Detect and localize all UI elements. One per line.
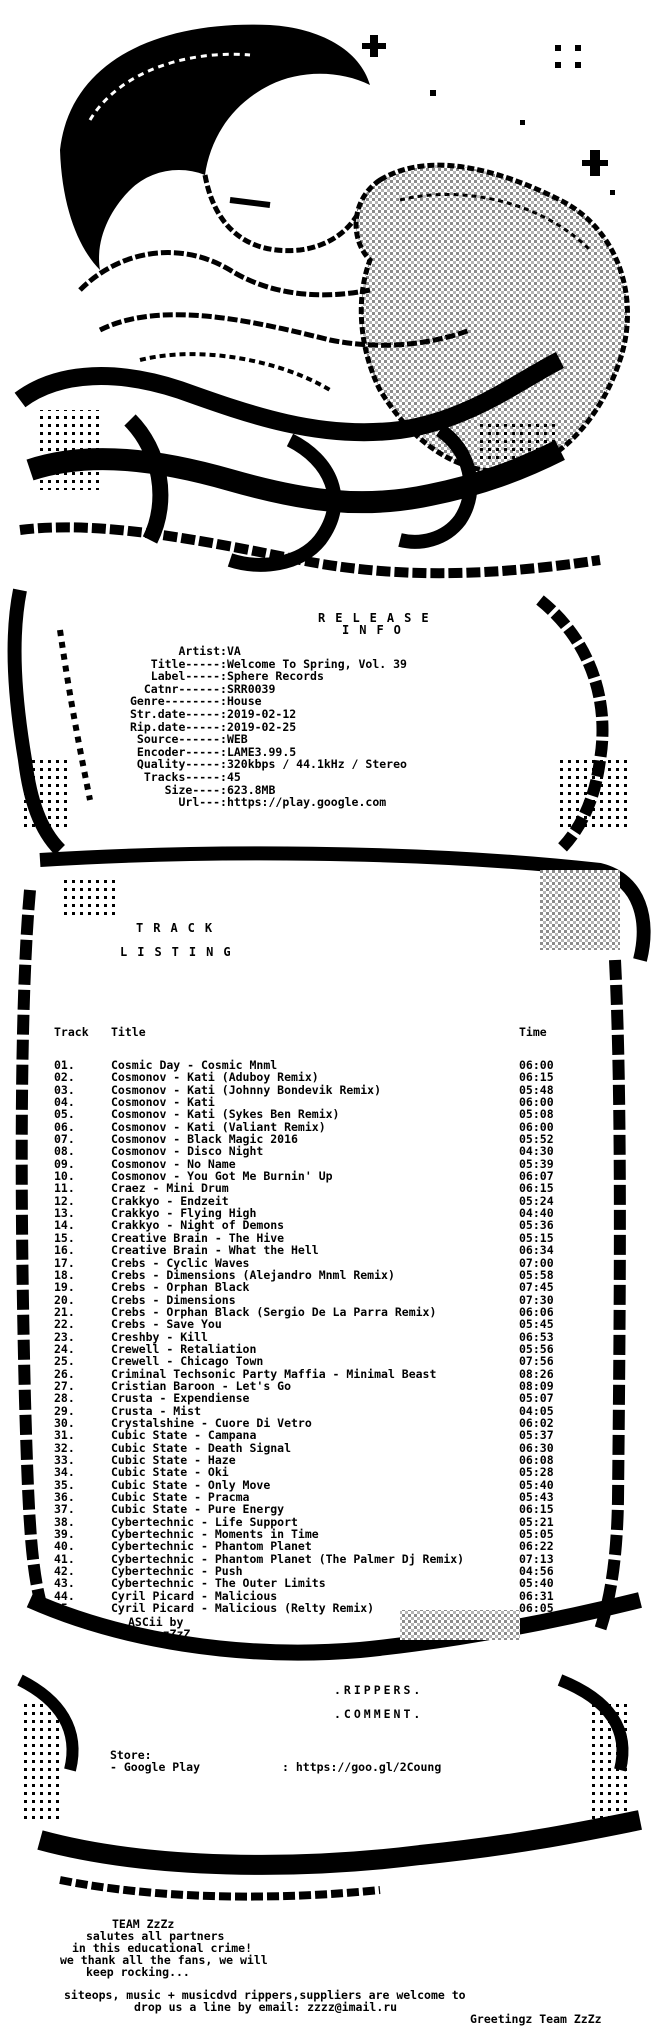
store-link[interactable]: : https://goo.gl/2Coung bbox=[282, 1760, 442, 1774]
track-number: 02. bbox=[54, 1070, 75, 1085]
track-title: Crebs - Orphan Black bbox=[111, 1280, 250, 1295]
release-info-value: 2019-02-12 bbox=[226, 706, 297, 721]
track-title: Cosmonov - Kati (Aduboy Remix) bbox=[111, 1070, 319, 1085]
track-time: 04:40 bbox=[519, 1206, 554, 1221]
release-info-value: 2019-02-25 bbox=[226, 719, 297, 734]
release-info-label: Encoder-----: bbox=[136, 744, 227, 759]
track-number: 07. bbox=[54, 1132, 75, 1147]
track-row bbox=[54, 1540, 569, 1552]
track-time: 06:05 bbox=[519, 1601, 554, 1616]
track-row bbox=[54, 1466, 569, 1478]
track-time: 04:05 bbox=[519, 1403, 554, 1418]
track-time: 05:05 bbox=[519, 1527, 554, 1542]
track-number: 16. bbox=[54, 1243, 75, 1258]
release-info-label: Rip.date-----: bbox=[130, 719, 227, 734]
ascii-by-line1: ASCii by bbox=[128, 1615, 184, 1629]
release-info-value: SRR0039 bbox=[226, 681, 276, 696]
store-label: Store: bbox=[110, 1748, 152, 1762]
track-time: 04:56 bbox=[519, 1564, 554, 1579]
release-info-label: Genre--------: bbox=[130, 694, 227, 709]
track-row bbox=[54, 1602, 569, 1614]
footer-email[interactable]: drop us a line by email: zzzz@imail.ru bbox=[134, 2000, 398, 2014]
track-time: 06:15 bbox=[519, 1070, 554, 1085]
track-row bbox=[54, 1108, 569, 1120]
release-info-row bbox=[130, 670, 407, 683]
release-info-label: Quality-----: bbox=[136, 757, 227, 772]
track-title: Crakkyo - Night of Demons bbox=[111, 1218, 285, 1233]
track-number: 08. bbox=[54, 1144, 75, 1159]
release-heading-line2: INFO bbox=[342, 623, 411, 637]
release-info-label: Label-----: bbox=[150, 669, 227, 684]
release-info-label: Source------: bbox=[136, 732, 227, 747]
track-number: 39. bbox=[54, 1527, 75, 1542]
track-title: Cosmonov - Kati (Johnny Bondevik Remix) bbox=[111, 1082, 382, 1097]
track-number: 41. bbox=[54, 1551, 75, 1566]
track-time: 05:48 bbox=[519, 1082, 554, 1097]
track-title: Creshby - Kill bbox=[111, 1329, 208, 1344]
footer-greetings: Greetingz Team ZzZz bbox=[470, 2012, 602, 2026]
track-table-header bbox=[54, 1025, 569, 1059]
track-time: 05:58 bbox=[519, 1267, 554, 1282]
track-number: 37. bbox=[54, 1502, 75, 1517]
track-row bbox=[54, 1219, 569, 1231]
footer-siteops: siteops, music + musicdvd rippers,suppliers are welcome to bbox=[64, 1988, 466, 2002]
track-title: Cybertechnic - The Outer Limits bbox=[111, 1576, 326, 1591]
track-title: Cyril Picard - Malicious bbox=[111, 1588, 278, 1603]
track-time: 06:22 bbox=[519, 1539, 554, 1554]
track-title: Crewell - Chicago Town bbox=[111, 1354, 264, 1369]
track-number: 14. bbox=[54, 1218, 75, 1233]
release-info-value: https://play.google.com bbox=[226, 795, 387, 810]
release-info-label: Size----: bbox=[164, 782, 227, 797]
track-row bbox=[54, 1577, 569, 1589]
release-info-label: Catnr------: bbox=[143, 681, 227, 696]
release-info-table bbox=[130, 645, 407, 809]
footer-salutes: salutes all partners bbox=[86, 1929, 225, 1943]
track-table bbox=[54, 1025, 569, 1614]
col-title-header: Title bbox=[111, 1025, 146, 1039]
track-heading-line2: LISTING bbox=[120, 945, 241, 959]
track-number: 10. bbox=[54, 1169, 75, 1184]
track-title: Cubic State - Only Move bbox=[111, 1477, 271, 1492]
track-number: 31. bbox=[54, 1428, 75, 1443]
release-info-value: LAME3.99.5 bbox=[226, 744, 297, 759]
track-time: 05:40 bbox=[519, 1477, 554, 1492]
track-title: Cosmic Day - Cosmic Mnml bbox=[111, 1058, 278, 1072]
footer-crime: in this educational crime! bbox=[72, 1941, 253, 1955]
track-title: Cyril Picard - Malicious (Relty Remix) bbox=[111, 1601, 375, 1616]
track-title: Cybertechnic - Phantom Planet bbox=[111, 1539, 312, 1554]
track-number: 09. bbox=[54, 1156, 75, 1171]
track-number: 01. bbox=[54, 1058, 75, 1072]
track-time: 06:31 bbox=[519, 1588, 554, 1603]
track-number: 20. bbox=[54, 1292, 75, 1307]
track-title: Cubic State - Pracma bbox=[111, 1490, 250, 1505]
track-title: Cosmonov - Kati bbox=[111, 1095, 215, 1110]
track-title: Crusta - Expendiense bbox=[111, 1391, 250, 1406]
track-time: 05:28 bbox=[519, 1465, 554, 1480]
track-number: 12. bbox=[54, 1193, 75, 1208]
track-title: Craez - Mini Drum bbox=[111, 1181, 229, 1196]
track-time: 05:40 bbox=[519, 1576, 554, 1591]
track-time: 07:56 bbox=[519, 1354, 554, 1369]
track-title: Cosmonov - Kati (Sykes Ben Remix) bbox=[111, 1107, 340, 1122]
track-number: 36. bbox=[54, 1490, 75, 1505]
rippers-heading-line2: .COMMENT. bbox=[334, 1707, 424, 1721]
release-info-row bbox=[130, 771, 407, 784]
track-number: 38. bbox=[54, 1514, 75, 1529]
track-row bbox=[54, 1355, 569, 1367]
track-time: 05:39 bbox=[519, 1156, 554, 1171]
track-number: 18. bbox=[54, 1267, 75, 1282]
track-time: 06:15 bbox=[519, 1181, 554, 1196]
release-info-value: VA bbox=[226, 644, 241, 658]
release-info-label: Title-----: bbox=[150, 656, 227, 671]
track-title: Criminal Techsonic Party Maffia - Minimal Beast bbox=[111, 1366, 437, 1381]
release-info-value: 623.8MB bbox=[226, 782, 276, 797]
track-number: 17. bbox=[54, 1255, 75, 1270]
track-number: 15. bbox=[54, 1230, 75, 1245]
release-info-row bbox=[130, 708, 407, 721]
track-number: 05. bbox=[54, 1107, 75, 1122]
track-title: Crebs - Cyclic Waves bbox=[111, 1255, 250, 1270]
track-title: Crebs - Orphan Black (Sergio De La Parra Remix) bbox=[111, 1304, 437, 1319]
track-number: 11. bbox=[54, 1181, 75, 1196]
footer-thanks: we thank all the fans, we will bbox=[60, 1953, 268, 1967]
figure-artwork bbox=[20, 25, 628, 574]
footer-team: TEAM ZzZz bbox=[112, 1917, 175, 1931]
track-number: 42. bbox=[54, 1564, 75, 1579]
track-row bbox=[54, 1392, 569, 1404]
track-number: 24. bbox=[54, 1341, 75, 1356]
track-title: Cubic State - Haze bbox=[111, 1453, 236, 1467]
track-title: Crebs - Save You bbox=[111, 1317, 222, 1332]
track-number: 04. bbox=[54, 1095, 75, 1110]
track-number: 21. bbox=[54, 1304, 75, 1319]
track-title: Cybertechnic - Moments in Time bbox=[111, 1527, 319, 1542]
track-time: 05:08 bbox=[519, 1107, 554, 1122]
track-number: 32. bbox=[54, 1440, 75, 1455]
track-time: 05:21 bbox=[519, 1514, 554, 1529]
track-title: Cosmonov - Kati (Valiant Remix) bbox=[111, 1119, 326, 1134]
track-number: 03. bbox=[54, 1082, 75, 1097]
track-title: Cosmonov - No Name bbox=[111, 1156, 236, 1171]
track-time: 07:13 bbox=[519, 1551, 554, 1566]
track-time: 07:00 bbox=[519, 1255, 554, 1270]
release-info-label: Tracks-----: bbox=[143, 769, 227, 784]
track-row bbox=[54, 1244, 569, 1256]
footer-rocking: keep rocking... bbox=[86, 1965, 190, 1979]
track-number: 43. bbox=[54, 1576, 75, 1591]
track-number: 40. bbox=[54, 1539, 75, 1554]
release-info-value: Sphere Records bbox=[226, 669, 324, 684]
track-number: 30. bbox=[54, 1415, 75, 1430]
release-heading-line1: RELEASE bbox=[318, 611, 439, 625]
col-time-header: Time bbox=[519, 1025, 547, 1039]
track-row bbox=[54, 1257, 569, 1269]
release-info-label: Artist: bbox=[178, 644, 227, 658]
track-number: 44. bbox=[54, 1588, 75, 1603]
store-entry: - Google Play bbox=[110, 1760, 201, 1774]
track-row bbox=[54, 1145, 569, 1157]
track-time: 08:09 bbox=[519, 1378, 554, 1393]
track-title: Crystalshine - Cuore Di Vetro bbox=[111, 1415, 312, 1430]
track-number: 28. bbox=[54, 1391, 75, 1406]
release-info-row bbox=[130, 796, 407, 809]
track-time: 05:24 bbox=[519, 1193, 554, 1208]
track-time: 05:15 bbox=[519, 1230, 554, 1245]
track-title: Cybertechnic - Push bbox=[111, 1564, 243, 1579]
release-info-value: WEB bbox=[226, 732, 248, 747]
track-number: 35. bbox=[54, 1477, 75, 1492]
track-row bbox=[54, 1182, 569, 1194]
track-title: Cybertechnic - Life Support bbox=[111, 1514, 298, 1529]
track-title: Cosmonov - You Got Me Burnin' Up bbox=[111, 1169, 333, 1184]
track-time: 06:15 bbox=[519, 1502, 554, 1517]
ascii-by-line2: gonz_zZzZ bbox=[128, 1627, 191, 1641]
track-time: 08:26 bbox=[519, 1366, 554, 1381]
track-number: 23. bbox=[54, 1329, 75, 1344]
track-time: 07:30 bbox=[519, 1292, 554, 1307]
track-title: Crewell - Retaliation bbox=[111, 1341, 257, 1356]
track-title: Crakkyo - Endzeit bbox=[111, 1193, 229, 1208]
track-title: Crusta - Mist bbox=[111, 1403, 202, 1418]
track-number: 33. bbox=[54, 1453, 75, 1467]
track-number: 34. bbox=[54, 1465, 75, 1480]
track-time: 05:56 bbox=[519, 1341, 554, 1356]
col-track-header: Track bbox=[54, 1025, 89, 1039]
track-title: Cubic State - Death Signal bbox=[111, 1440, 292, 1455]
track-title: Cosmonov - Disco Night bbox=[111, 1144, 264, 1159]
track-time: 06:30 bbox=[519, 1440, 554, 1455]
track-time: 04:30 bbox=[519, 1144, 554, 1159]
release-info-value: 45 bbox=[226, 769, 241, 784]
track-row bbox=[54, 1503, 569, 1515]
track-title: Crakkyo - Flying High bbox=[111, 1206, 257, 1221]
track-number: 26. bbox=[54, 1366, 75, 1381]
track-title: Cubic State - Oki bbox=[111, 1465, 229, 1480]
release-info-value: Welcome To Spring, Vol. 39 bbox=[226, 656, 407, 671]
track-number: 27. bbox=[54, 1378, 75, 1393]
track-title: Cubic State - Campana bbox=[111, 1428, 257, 1443]
track-title: Creative Brain - The Hive bbox=[111, 1230, 285, 1245]
track-number: 13. bbox=[54, 1206, 75, 1221]
track-number: 25. bbox=[54, 1354, 75, 1369]
track-time: 05:52 bbox=[519, 1132, 554, 1147]
track-time: 06:07 bbox=[519, 1169, 554, 1184]
track-time: 06:06 bbox=[519, 1304, 554, 1319]
track-time: 05:07 bbox=[519, 1391, 554, 1406]
track-time: 06:00 bbox=[519, 1095, 554, 1110]
track-title: Crebs - Dimensions (Alejandro Mnml Remix) bbox=[111, 1267, 395, 1282]
release-info-value: 320kbps / 44.1kHz / Stereo bbox=[226, 757, 407, 772]
track-time: 06:00 bbox=[519, 1119, 554, 1134]
track-title: Cristian Baroon - Let's Go bbox=[111, 1378, 292, 1393]
track-row bbox=[54, 1281, 569, 1293]
release-info-row bbox=[130, 733, 407, 746]
track-time: 06:53 bbox=[519, 1329, 554, 1344]
track-title: Cybertechnic - Phantom Planet (The Palmer Dj Remix) bbox=[111, 1551, 465, 1566]
track-title: Creative Brain - What the Hell bbox=[111, 1243, 319, 1258]
track-row bbox=[54, 1318, 569, 1330]
track-number: 45. bbox=[54, 1601, 75, 1616]
track-number: 22. bbox=[54, 1317, 75, 1332]
track-time: 05:45 bbox=[519, 1317, 554, 1332]
track-heading-line1: TRACK bbox=[136, 921, 223, 935]
track-time: 07:45 bbox=[519, 1280, 554, 1295]
track-number: 06. bbox=[54, 1119, 75, 1134]
rippers-heading-line1: .RIPPERS. bbox=[334, 1683, 424, 1697]
release-info-label: Url---: bbox=[178, 795, 227, 810]
track-title: Cosmonov - Black Magic 2016 bbox=[111, 1132, 298, 1147]
track-time: 06:08 bbox=[519, 1453, 554, 1467]
track-time: 06:00 bbox=[519, 1058, 554, 1072]
track-number: 29. bbox=[54, 1403, 75, 1418]
track-title: Cubic State - Pure Energy bbox=[111, 1502, 285, 1517]
release-info-label: Str.date-----: bbox=[130, 706, 227, 721]
track-row bbox=[54, 1429, 569, 1441]
track-time: 06:02 bbox=[519, 1415, 554, 1430]
track-number: 19. bbox=[54, 1280, 75, 1295]
release-info-row bbox=[130, 645, 407, 658]
track-row bbox=[54, 1071, 569, 1083]
track-title: Crebs - Dimensions bbox=[111, 1292, 236, 1307]
track-time: 05:43 bbox=[519, 1490, 554, 1505]
release-info-value: House bbox=[226, 694, 262, 709]
track-time: 06:34 bbox=[519, 1243, 554, 1258]
track-time: 05:36 bbox=[519, 1218, 554, 1233]
track-time: 05:37 bbox=[519, 1428, 554, 1443]
